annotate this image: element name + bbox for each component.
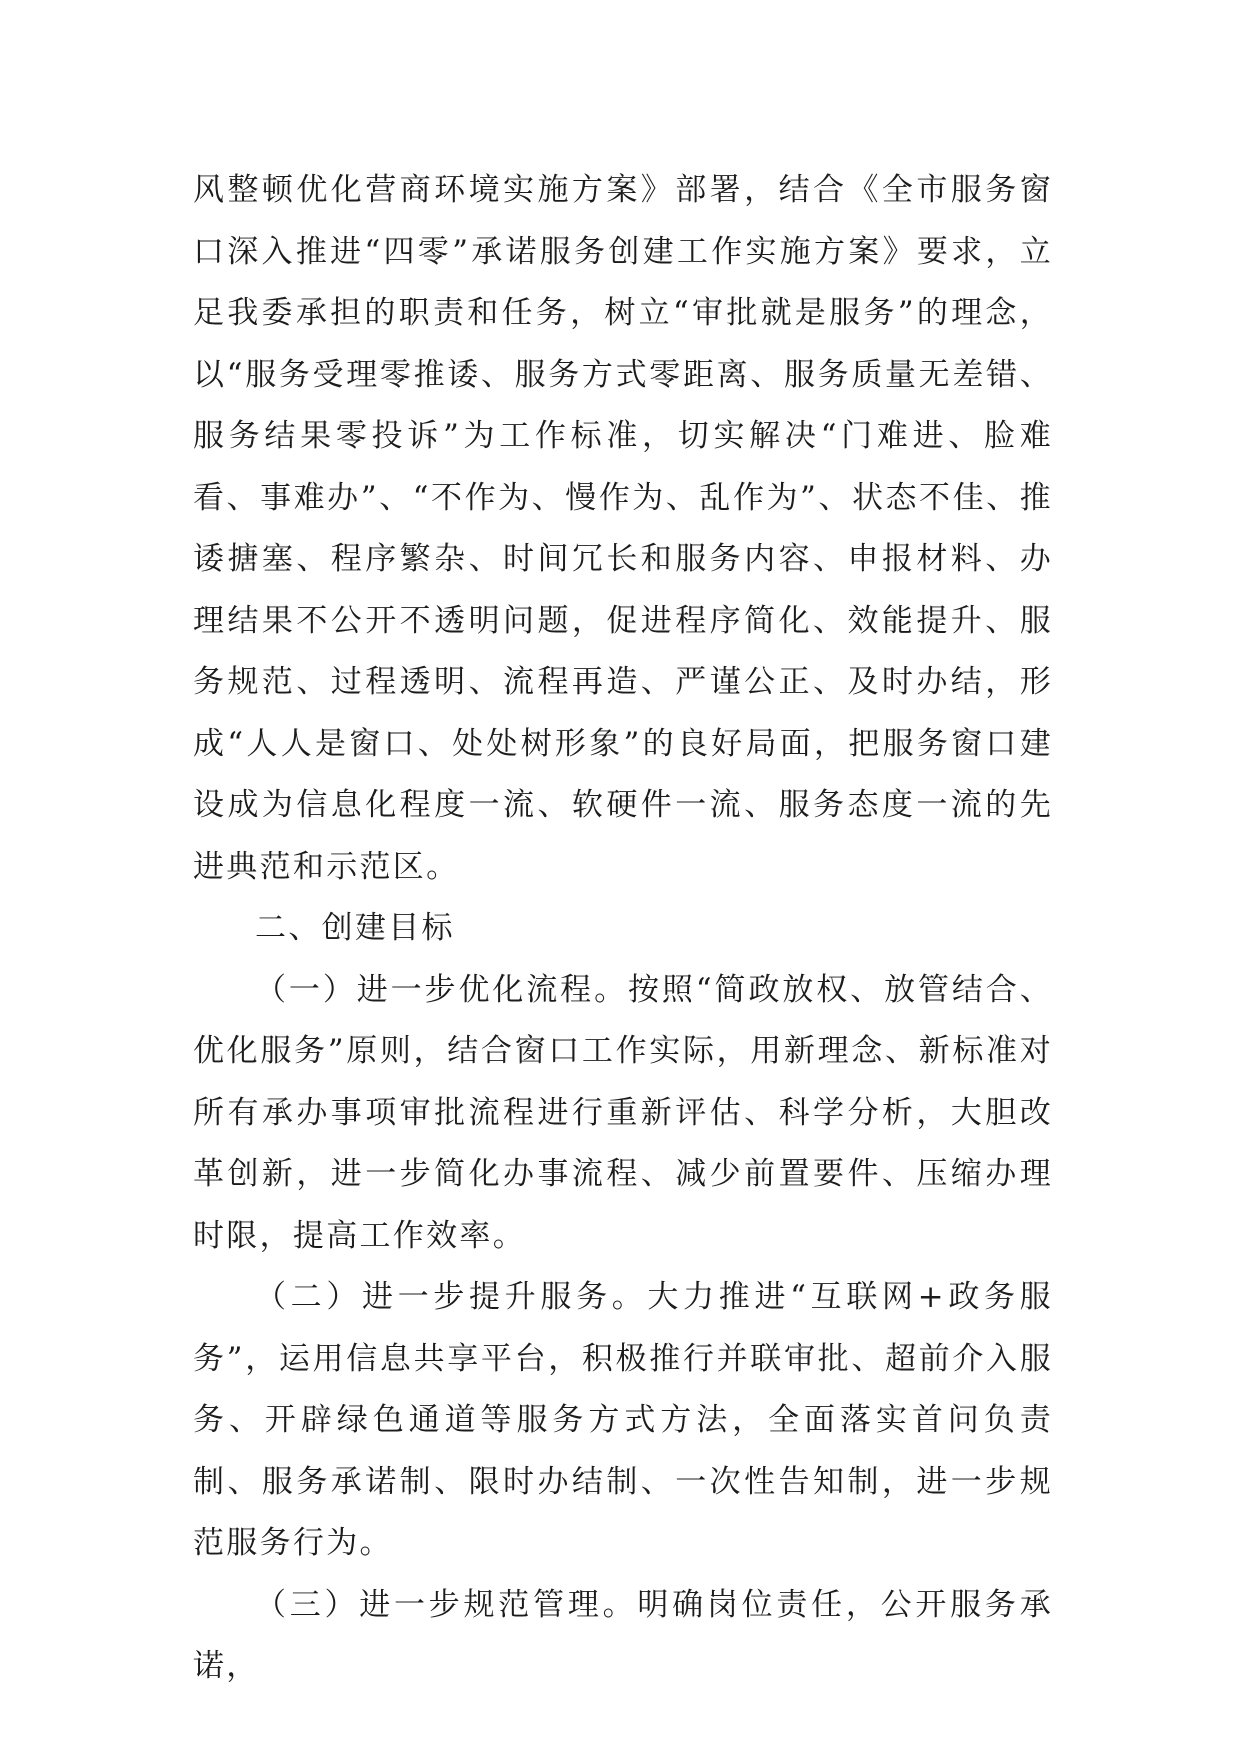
section-heading-goals: 二、创建目标 xyxy=(255,910,455,946)
paragraph-improve-service: （二）进一步提升服务。大力推进“互联网+政务服务”，运用信息共享平台，积极推行并联审批、超前介入服务、开辟绿色通道等服务方式方法，全面落实首问负责制、服务承诺制、限时办结制、一次性告知制，进一步规范服务行为。 xyxy=(193,1279,1053,1561)
document-body xyxy=(193,160,1053,1698)
paragraph-optimize-process: （一）进一步优化流程。按照“简政放权、放管结合、优化服务”原则，结合窗口工作实际，用新理念、新标准对所有承办事项审批流程进行重新评估、科学分析，大胆改革创新，进一步简化办事流程、减少前置要件、压缩办理时限，提高工作效率。 xyxy=(193,971,1053,1254)
paragraph-intro-continuation: 风整顿优化营商环境实施方案》部署，结合《全市服务窗口深入推进“四零”承诺服务创建工作实施方案》要求，立足我委承担的职责和任务，树立“审批就是服务”的理念，以“服务受理零推诿、服务方式零距离、服务质量无差错、服务结果零投诉”为工作标准，切实解决“门难进、脸难看、事难办”、“不作为、慢作为、乱作为”、状态不佳、推诿搪塞、程序繁杂、时间冗长和服务内容、申报材料、办理结果不公开不透明问题，促进程序简化、效能提升、服务规范、过程透明、流程再造、严谨公正、及时办结，形成“人人是窗口、处处树形象”的良好局面，把服务窗口建设成为信息化程度一流、软硬件一流、服务态度一流的先进典范和示范区。 xyxy=(193,172,1053,885)
paragraph-standardize-management: （三）进一步规范管理。明确岗位责任，公开服务承诺， xyxy=(193,1586,1053,1684)
